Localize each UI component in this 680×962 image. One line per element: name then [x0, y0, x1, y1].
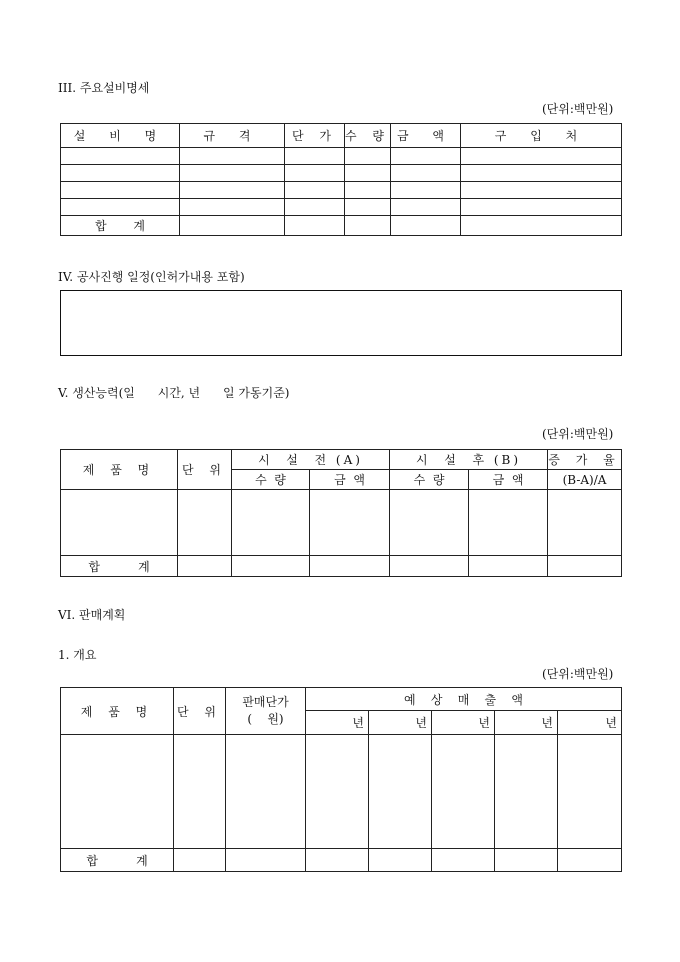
header-unit: 단 위 [178, 450, 232, 490]
total-row [61, 849, 622, 872]
year-4: 년 [495, 711, 558, 735]
table-row [61, 490, 622, 556]
cell[interactable] [390, 490, 469, 556]
cell[interactable] [232, 556, 310, 577]
cell[interactable] [180, 199, 285, 216]
cell[interactable] [469, 556, 548, 577]
header-product-name: 제 품 명 [61, 688, 174, 735]
cell[interactable] [495, 849, 558, 872]
cell[interactable] [558, 735, 622, 849]
cell[interactable] [345, 165, 391, 182]
table-row [61, 148, 622, 165]
cell[interactable] [285, 165, 345, 182]
cell[interactable] [548, 556, 622, 577]
cell[interactable] [174, 735, 226, 849]
cell[interactable] [310, 556, 390, 577]
cell[interactable] [61, 165, 180, 182]
cell[interactable] [391, 199, 461, 216]
cell[interactable] [285, 216, 345, 236]
sales-table [60, 687, 622, 872]
cell[interactable] [178, 490, 232, 556]
header-product-name: 제 품 명 [61, 450, 178, 490]
header-quantity: 수 량 [345, 124, 391, 148]
cell[interactable] [180, 216, 285, 236]
header-price [226, 688, 306, 735]
total-label: 합 계 [61, 216, 180, 236]
equipment-table [60, 123, 622, 236]
total-row [61, 556, 622, 577]
cell[interactable] [495, 735, 558, 849]
section5-unit: (단위:백만원) [542, 427, 614, 441]
year-5: 년 [558, 711, 622, 735]
total-label: 합 계 [61, 849, 174, 872]
cell[interactable] [390, 556, 469, 577]
year-3: 년 [432, 711, 495, 735]
section6-sub1: 1. 개요 [58, 648, 97, 662]
cell[interactable] [285, 199, 345, 216]
cell[interactable] [345, 216, 391, 236]
cell[interactable] [432, 849, 495, 872]
cell[interactable] [461, 216, 622, 236]
cell[interactable] [306, 735, 369, 849]
price-label: 판매단가 [242, 695, 289, 709]
cell[interactable] [310, 490, 390, 556]
header-supplier: 구 입 처 [461, 124, 622, 148]
cell[interactable] [180, 148, 285, 165]
header-unit-price: 단 가 [285, 124, 345, 148]
cell[interactable] [461, 148, 622, 165]
cell[interactable] [345, 148, 391, 165]
cell[interactable] [391, 182, 461, 199]
cell[interactable] [469, 490, 548, 556]
cell[interactable] [226, 849, 306, 872]
cell[interactable] [345, 182, 391, 199]
cell[interactable] [306, 849, 369, 872]
cell[interactable] [61, 182, 180, 199]
header-before-qty: 수 량 [232, 470, 310, 490]
header-equipment-name: 설 비 명 [61, 124, 180, 148]
cell[interactable] [61, 735, 174, 849]
section5-title: V. 생산능력(일 시간, 년 일 가동기준) [58, 386, 290, 400]
cell[interactable] [461, 182, 622, 199]
cell[interactable] [391, 165, 461, 182]
cell[interactable] [178, 556, 232, 577]
cell[interactable] [226, 735, 306, 849]
header-expected-sales: 예 상 매 출 액 [306, 688, 622, 711]
header-after: 시 설 후 (B) [390, 450, 548, 470]
schedule-box[interactable] [60, 290, 622, 356]
cell[interactable] [232, 490, 310, 556]
price-unit: ( 원) [247, 712, 284, 726]
section6-unit: (단위:백만원) [542, 667, 614, 681]
section4-title: IV. 공사진행 일정(인허가내용 포함) [58, 270, 245, 284]
section3-title: III. 주요설비명세 [58, 81, 150, 95]
cell[interactable] [61, 199, 180, 216]
section6-title: VI. 판매계획 [58, 608, 126, 622]
cell[interactable] [391, 216, 461, 236]
cell[interactable] [61, 490, 178, 556]
table-row [61, 165, 622, 182]
cell[interactable] [180, 182, 285, 199]
table-row [61, 735, 622, 849]
cell[interactable] [461, 165, 622, 182]
table-row [61, 199, 622, 216]
cell[interactable] [558, 849, 622, 872]
cell[interactable] [285, 148, 345, 165]
year-2: 년 [369, 711, 432, 735]
year-1: 년 [306, 711, 369, 735]
cell[interactable] [61, 148, 180, 165]
header-amount: 금 액 [391, 124, 461, 148]
cell[interactable] [369, 849, 432, 872]
header-before-amount: 금 액 [310, 470, 390, 490]
cell[interactable] [174, 849, 226, 872]
header-growth-formula: (B-A)/A [548, 470, 622, 490]
table-row [61, 182, 622, 199]
cell[interactable] [548, 490, 622, 556]
header-after-qty: 수 량 [390, 470, 469, 490]
cell[interactable] [180, 165, 285, 182]
header-before: 시 설 전 (A) [232, 450, 390, 470]
cell[interactable] [461, 199, 622, 216]
cell[interactable] [369, 735, 432, 849]
cell[interactable] [285, 182, 345, 199]
header-spec: 규 격 [180, 124, 285, 148]
cell[interactable] [432, 735, 495, 849]
total-row [61, 216, 622, 236]
header-growth: 증 가 율 [548, 450, 622, 470]
cell[interactable] [345, 199, 391, 216]
section3-unit: (단위:백만원) [542, 102, 614, 116]
total-label: 합 계 [61, 556, 178, 577]
cell[interactable] [391, 148, 461, 165]
capacity-table [60, 449, 622, 577]
header-unit: 단 위 [174, 688, 226, 735]
header-after-amount: 금 액 [469, 470, 548, 490]
